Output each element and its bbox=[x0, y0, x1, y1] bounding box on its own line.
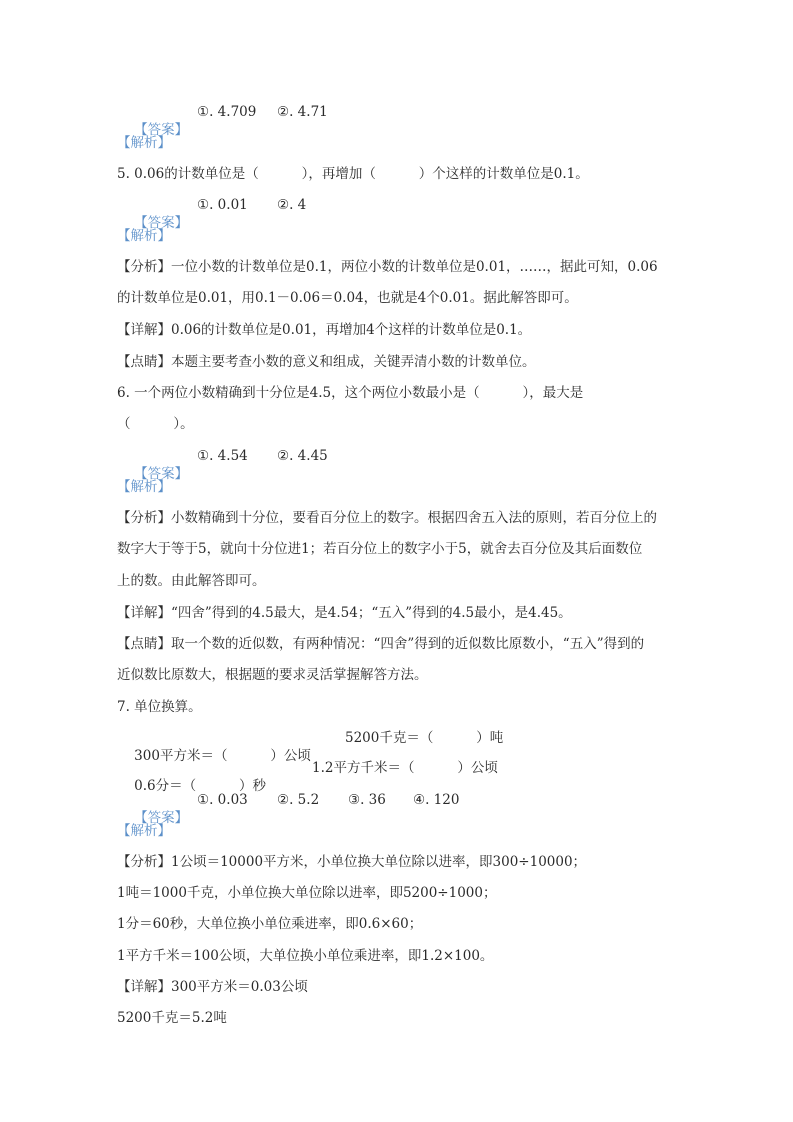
answer-1: ①. 0.03 bbox=[197, 792, 248, 808]
fenxi-line: 【分析】小数精确到十分位，要看百分位上的数字。根据四舍五入法的原则，若百分位上的 bbox=[117, 510, 657, 526]
xiangjie-line: 【详解】0.06的计数单位是0.01，再增加4个这样的计数单位是0.1。 bbox=[117, 322, 532, 338]
conversion-item: 0.6分＝（ ）秒 bbox=[134, 778, 267, 794]
answer-1: ①. 4.709 bbox=[197, 104, 257, 120]
fenxi-line: 1吨＝1000千克，小单位换大单位除以进率，即5200÷1000； bbox=[117, 885, 497, 901]
dianjing-line: 近似数比原数大，根据题的要求灵活掌握解答方法。 bbox=[117, 667, 428, 683]
conversion-item: 300平方米＝（ ）公顷 bbox=[134, 748, 311, 764]
answer-1: ①. 4.54 bbox=[197, 448, 248, 464]
analysis-label: 【解析】 bbox=[117, 479, 171, 495]
question-6: 6. 一个两位小数精确到十分位是4.5，这个两位小数最小是（ ），最大是 bbox=[117, 385, 584, 401]
question-5: 5. 0.06的计数单位是（ ），再增加（ ）个这样的计数单位是0.1。 bbox=[117, 166, 589, 182]
question-7: 7. 单位换算。 bbox=[117, 699, 202, 715]
answer-label: 【答案】 bbox=[134, 810, 189, 826]
answer-2: ②. 4.45 bbox=[277, 448, 328, 464]
conversion-item: 5200千克＝（ ）吨 bbox=[345, 730, 504, 746]
answer-label: 【答案】 bbox=[134, 466, 189, 482]
answer-label: 【答案】 bbox=[134, 215, 189, 231]
fenxi-line: 上的数。由此解答即可。 bbox=[117, 573, 266, 589]
analysis-label: 【解析】 bbox=[117, 228, 171, 244]
answer-1: ①. 0.01 bbox=[197, 197, 248, 213]
fenxi-line: 1分＝60秒，大单位换小单位乘进率，即0.6×60； bbox=[117, 916, 423, 932]
answer-2: ②. 4.71 bbox=[277, 104, 328, 120]
question-6-cont: （ ）。 bbox=[117, 416, 194, 432]
fenxi-line: 【分析】一位小数的计数单位是0.1，两位小数的计数单位是0.01，……，据此可知，0.06 bbox=[117, 259, 658, 275]
fenxi-line: 【分析】1公顷＝10000平方米，小单位换大单位除以进率，即300÷10000； bbox=[117, 854, 587, 870]
xiangjie-line: 【详解】300平方米＝0.03公顷 bbox=[117, 979, 308, 995]
answer-2: ②. 4 bbox=[277, 197, 307, 213]
analysis-label: 【解析】 bbox=[117, 135, 171, 151]
answer-3: ③. 36 bbox=[348, 792, 386, 808]
dianjing-line: 【点睛】本题主要考查小数的意义和组成，关键弄清小数的计数单位。 bbox=[117, 354, 536, 370]
conversion-item: 1.2平方千米＝（ ）公顷 bbox=[312, 760, 498, 776]
fenxi-line: 的计数单位是0.01，用0.1－0.06＝0.04，也就是4个0.01。据此解答即可。 bbox=[117, 290, 578, 306]
answer-2: ②. 5.2 bbox=[277, 792, 320, 808]
xiangjie-line: 5200千克＝5.2吨 bbox=[117, 1010, 227, 1026]
fenxi-line: 数字大于等于5，就向十分位进1；若百分位上的数字小于5，就舍去百分位及其后面数位 bbox=[117, 541, 643, 557]
answer-label: 【答案】 bbox=[134, 122, 189, 138]
analysis-label: 【解析】 bbox=[117, 823, 171, 839]
dianjing-line: 【点睛】取一个数的近似数，有两种情况：“四舍”得到的近似数比原数小，“五入”得到的 bbox=[117, 636, 645, 652]
answer-4: ④. 120 bbox=[413, 792, 460, 808]
xiangjie-line: 【详解】“四舍”得到的4.5最大，是4.54；“五入”得到的4.5最小，是4.45。 bbox=[117, 605, 572, 621]
fenxi-line: 1平方千米＝100公顷，大单位换小单位乘进率，即1.2×100。 bbox=[117, 948, 494, 964]
